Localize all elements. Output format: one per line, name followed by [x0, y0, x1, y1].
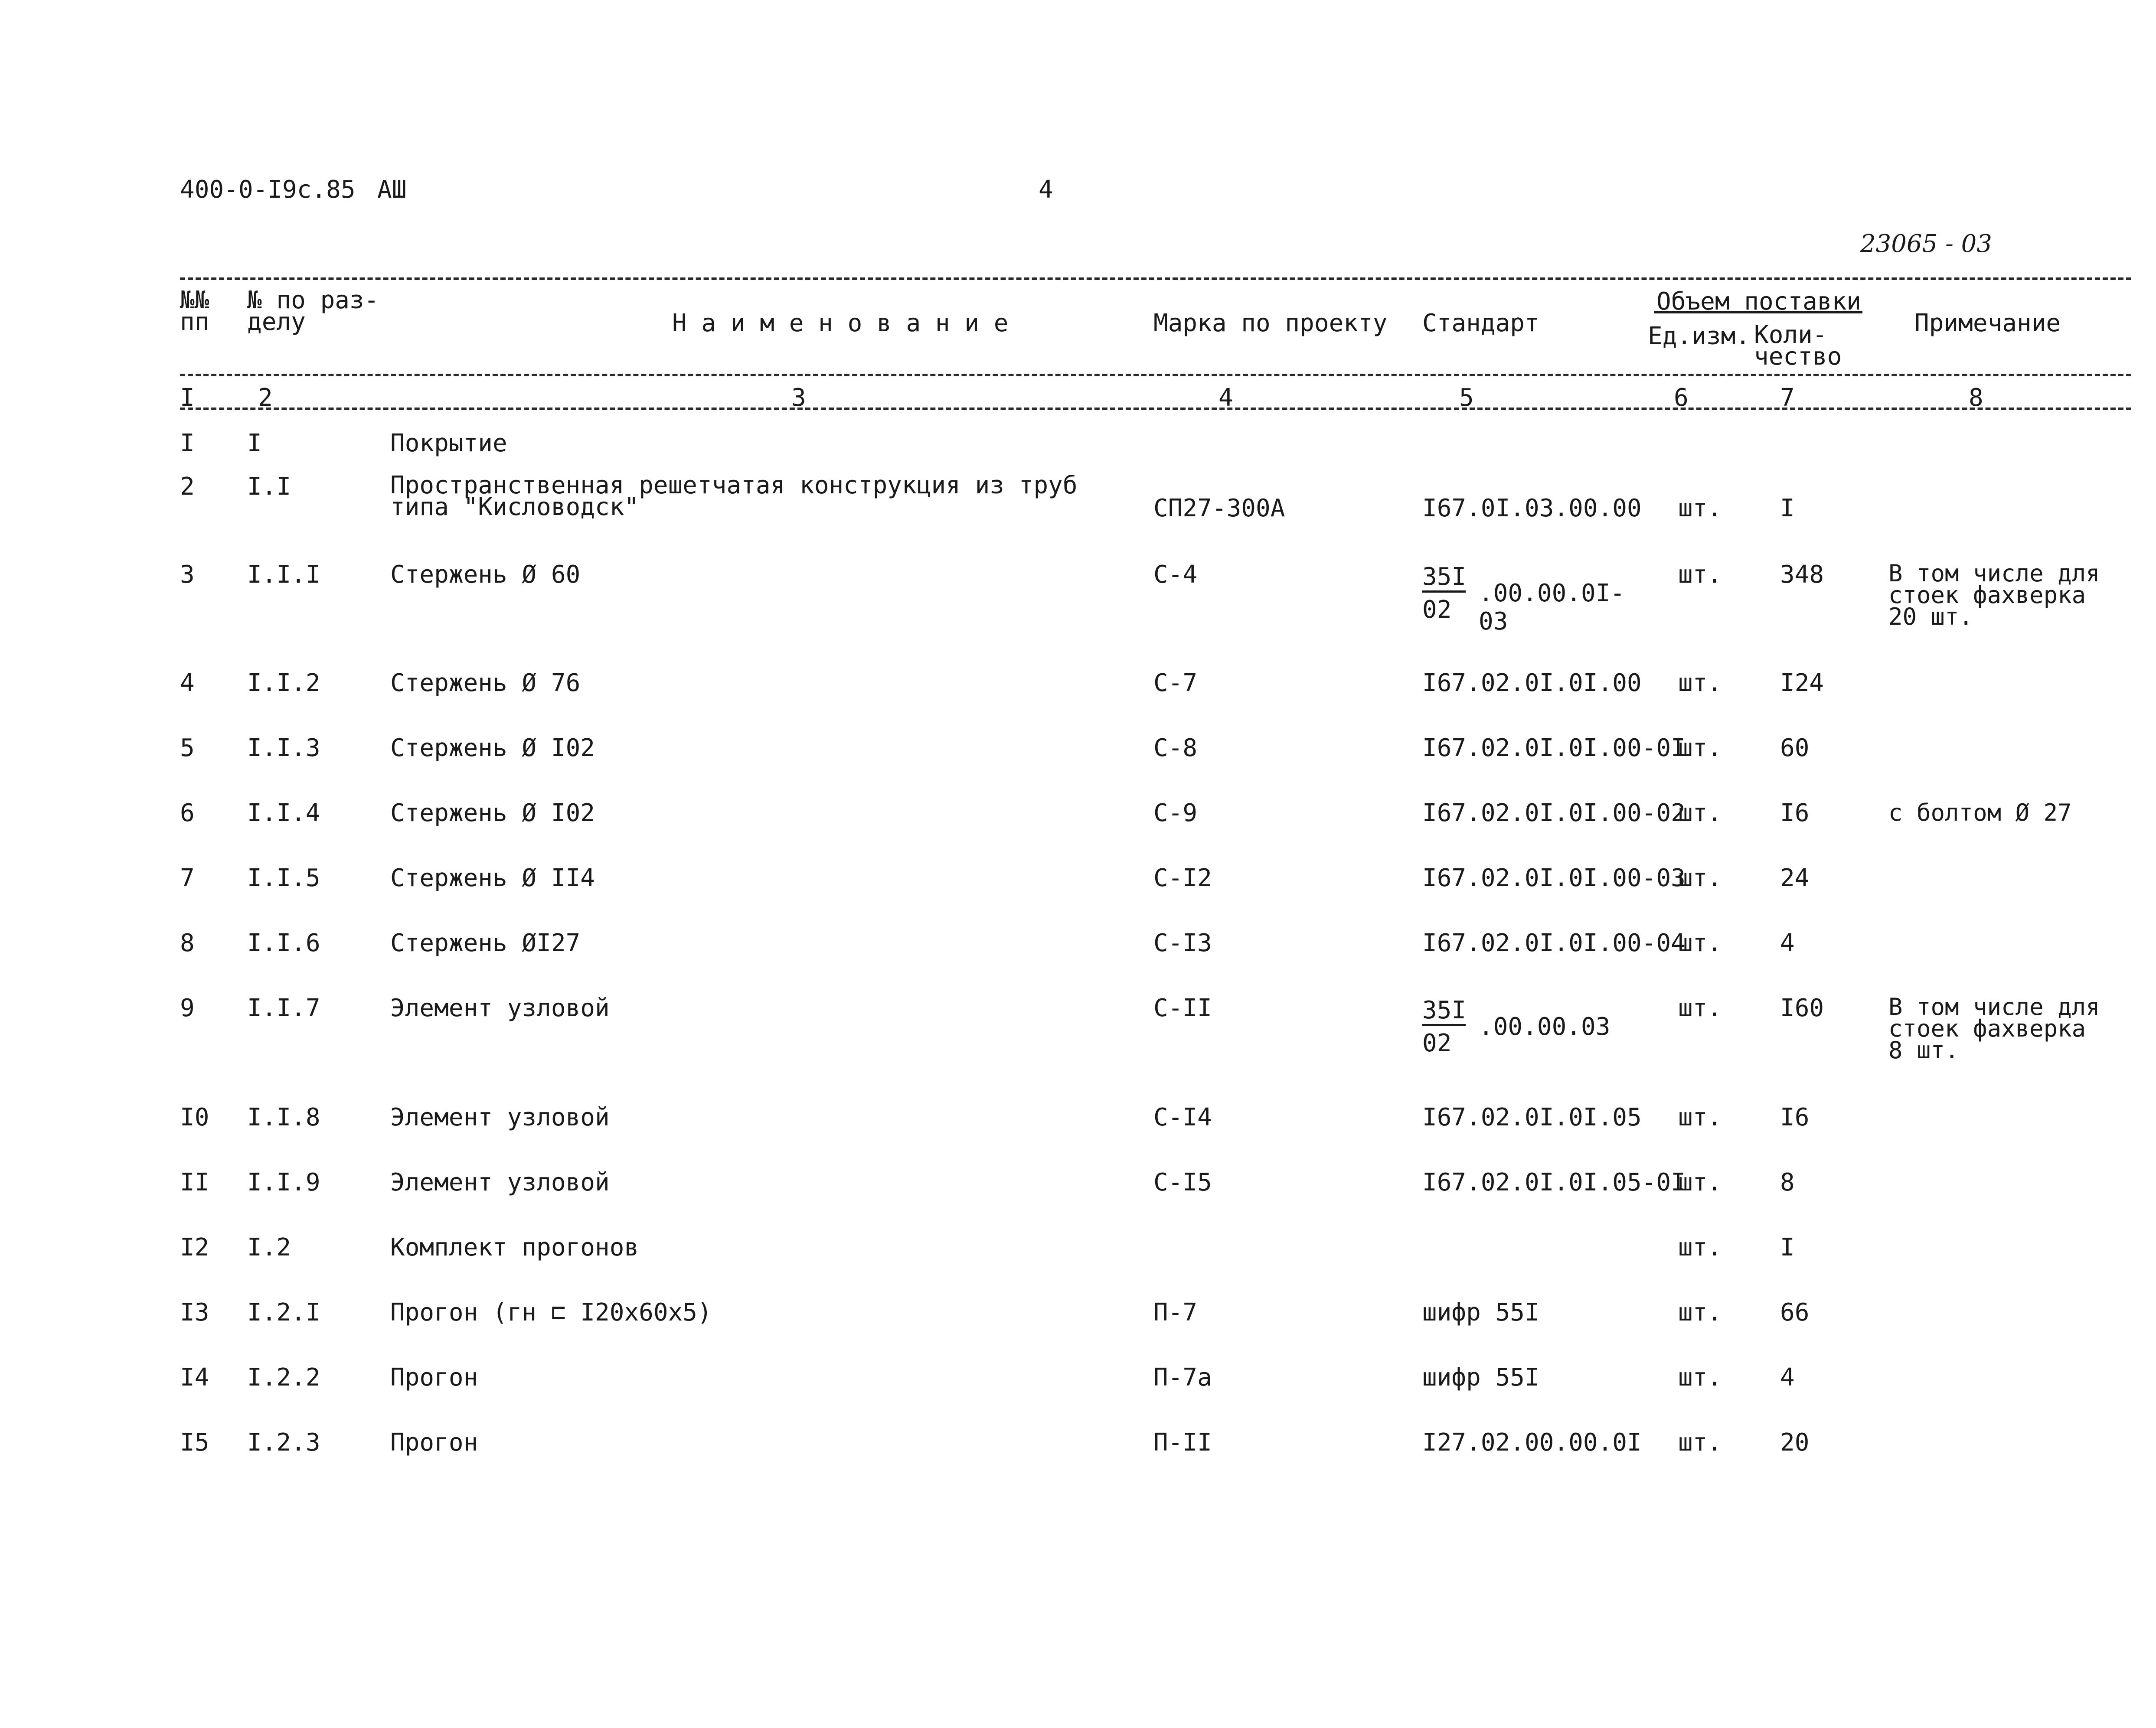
document-code: 400-0-I9с.85 — [180, 176, 356, 204]
row-standard: I67.0I.03.00.00 — [1422, 494, 1642, 522]
row-standard-fraction — [1422, 563, 1648, 636]
col-header-name: Н а и м е н о в а н и е — [672, 309, 1009, 337]
row-unit: шт. — [1678, 669, 1722, 697]
row-section: I.I — [247, 473, 291, 501]
row-unit: шт. — [1678, 864, 1722, 892]
row-unit: шт. — [1678, 994, 1722, 1022]
row-qty: 4 — [1780, 1363, 1795, 1392]
row-mark: С-I5 — [1153, 1168, 1212, 1197]
row-standard: шифр 55I — [1422, 1298, 1539, 1327]
row-note: с болтом Ø 27 — [1888, 799, 2072, 826]
document-part: АШ — [377, 176, 407, 204]
row-unit: шт. — [1678, 1233, 1722, 1262]
row-section: I.I.4 — [247, 799, 320, 827]
row-num: I5 — [180, 1428, 209, 1457]
row-mark: П-II — [1153, 1428, 1212, 1457]
row-num: I2 — [180, 1233, 209, 1262]
row-num: 9 — [180, 994, 195, 1022]
row-unit: шт. — [1678, 799, 1722, 827]
fraction-bar — [1422, 590, 1466, 593]
page-number: 4 — [1039, 176, 1053, 204]
row-qty: 20 — [1780, 1428, 1810, 1457]
col-header-mark: Марка по проекту — [1153, 309, 1388, 337]
row-qty: I6 — [1780, 799, 1810, 827]
row-mark: С-I3 — [1153, 929, 1212, 957]
row-name: Стержень Ø II4 — [390, 864, 595, 892]
row-name: Стержень Ø 76 — [390, 669, 581, 697]
row-name: Прогон — [390, 1428, 478, 1457]
row-mark: СП27-300А — [1153, 494, 1285, 522]
col-header-unit: Ед.изм. — [1648, 322, 1751, 350]
row-name: Элемент узловой — [390, 1103, 610, 1131]
row-name: Прогон (гн ⊏ I20х60х5) — [390, 1298, 712, 1327]
row-mark: С-I2 — [1153, 864, 1212, 892]
standard-suffix: .00.00.03 — [1479, 1013, 1610, 1041]
col-header-num: №№ пп — [180, 286, 209, 336]
row-qty: I60 — [1780, 994, 1824, 1022]
row-mark: С-8 — [1153, 734, 1198, 762]
row-mark: С-II — [1153, 994, 1212, 1022]
col-number: I — [180, 384, 195, 412]
row-section: I.I.5 — [247, 864, 320, 892]
row-standard: I67.02.0I.0I.00-03 — [1422, 864, 1686, 892]
row-unit: шт. — [1678, 1428, 1722, 1457]
row-standard: I67.02.0I.0I.00 — [1422, 669, 1642, 697]
fraction-bar — [1422, 1024, 1466, 1026]
row-section: I.2.3 — [247, 1428, 320, 1457]
row-num: 3 — [180, 561, 195, 589]
row-name: Стержень Ø 60 — [390, 561, 581, 589]
row-unit: шт. — [1678, 494, 1722, 522]
col-number: 4 — [1218, 384, 1233, 412]
row-section: I.2.2 — [247, 1363, 320, 1392]
row-num: I0 — [180, 1103, 209, 1131]
row-standard: I67.02.0I.0I.00-0I — [1422, 734, 1686, 762]
row-qty: 60 — [1780, 734, 1810, 762]
col-number: 2 — [258, 384, 273, 412]
row-mark: С-I4 — [1153, 1103, 1212, 1131]
col-header-section: № по раз- делу — [247, 286, 379, 336]
row-standard: I67.02.0I.0I.00-02 — [1422, 799, 1686, 827]
row-qty: 348 — [1780, 561, 1824, 589]
col-header-qty: Коли- чество — [1754, 321, 1842, 371]
col-number: 6 — [1674, 384, 1689, 412]
row-name: Стержень ØI27 — [390, 929, 581, 957]
row-name: Покрытие — [390, 429, 507, 457]
row-num: 7 — [180, 864, 195, 892]
row-name: Комплект прогонов — [390, 1233, 639, 1262]
row-section: I.I.3 — [247, 734, 320, 762]
row-standard: I27.02.00.00.0I — [1422, 1428, 1642, 1457]
row-standard-fraction — [1422, 996, 1648, 1061]
row-mark: П-7 — [1153, 1298, 1198, 1327]
row-standard: шифр 55I — [1422, 1363, 1539, 1392]
row-mark: С-7 — [1153, 669, 1198, 697]
row-unit: шт. — [1678, 1103, 1722, 1131]
row-qty: 8 — [1780, 1168, 1795, 1197]
row-standard: I67.02.0I.0I.00-04 — [1422, 929, 1686, 957]
row-section: I.I.2 — [247, 669, 320, 697]
row-num: I3 — [180, 1298, 209, 1327]
row-section: I.2.I — [247, 1298, 320, 1327]
header-bottom-rule — [180, 374, 2131, 376]
row-qty: 4 — [1780, 929, 1795, 957]
row-section: I.I.6 — [247, 929, 320, 957]
row-unit: шт. — [1678, 734, 1722, 762]
row-name: Стержень Ø I02 — [390, 799, 595, 827]
row-qty: 24 — [1780, 864, 1810, 892]
row-num: I4 — [180, 1363, 209, 1392]
row-num: 4 — [180, 669, 195, 697]
row-section: I.I.I — [247, 561, 320, 589]
row-section: I.2 — [247, 1233, 291, 1262]
row-mark: П-7а — [1153, 1363, 1212, 1392]
row-standard: I67.02.0I.0I.05-0I — [1422, 1168, 1686, 1197]
row-num: 6 — [180, 799, 195, 827]
col-number: 5 — [1459, 384, 1474, 412]
row-section: I.I.9 — [247, 1168, 320, 1197]
row-unit: шт. — [1678, 1363, 1722, 1392]
row-num: 2 — [180, 473, 195, 501]
row-name: Стержень Ø I02 — [390, 734, 595, 762]
row-num: 8 — [180, 929, 195, 957]
row-name: Элемент узловой — [390, 1168, 610, 1197]
row-unit: шт. — [1678, 1298, 1722, 1327]
row-unit: шт. — [1678, 561, 1722, 589]
row-unit: шт. — [1678, 929, 1722, 957]
row-qty: I — [1780, 494, 1795, 522]
row-qty: I6 — [1780, 1103, 1810, 1131]
col-header-supply: Объем поставки — [1656, 287, 1862, 316]
row-num: 5 — [180, 734, 195, 762]
standard-suffix: .00.00.0I-03 — [1479, 579, 1625, 636]
row-qty: 66 — [1780, 1298, 1810, 1327]
row-qty: I — [1780, 1233, 1795, 1262]
row-section: I — [247, 429, 262, 457]
row-qty: I24 — [1780, 669, 1824, 697]
row-num: I — [180, 429, 195, 457]
row-section: I.I.8 — [247, 1103, 320, 1131]
column-numbers-rule — [180, 408, 2131, 410]
standard-denominator: 02 — [1422, 1029, 1452, 1057]
col-header-note: Примечание — [1914, 309, 2061, 337]
col-header-standard: Стандарт — [1422, 309, 1539, 337]
row-unit: шт. — [1678, 1168, 1722, 1197]
col-number: 8 — [1969, 384, 1983, 412]
standard-numerator: 35I — [1422, 996, 1467, 1024]
table-top-rule — [180, 277, 2131, 280]
row-mark: С-4 — [1153, 561, 1198, 589]
row-name: Прогон — [390, 1363, 478, 1392]
row-standard: I67.02.0I.0I.05 — [1422, 1103, 1642, 1131]
col-number: 3 — [791, 384, 806, 412]
col-number: 7 — [1780, 384, 1795, 412]
archive-stamp: 23065 - 03 — [1860, 230, 1992, 258]
standard-denominator: 02 — [1422, 596, 1452, 624]
row-note: В том числе для стоек фахверка 8 шт. — [1888, 993, 2100, 1064]
row-section: I.I.7 — [247, 994, 320, 1022]
row-num: II — [180, 1168, 209, 1197]
supply-underline — [1654, 311, 1862, 313]
row-name: Пространственная решетчатая конструкция из труб типа "Кисловодск" — [390, 471, 1078, 521]
row-note: В том числе для стоек фахверка 20 шт. — [1888, 560, 2100, 630]
row-mark: С-9 — [1153, 799, 1198, 827]
standard-numerator: 35I — [1422, 563, 1467, 591]
row-name: Элемент узловой — [390, 994, 610, 1022]
